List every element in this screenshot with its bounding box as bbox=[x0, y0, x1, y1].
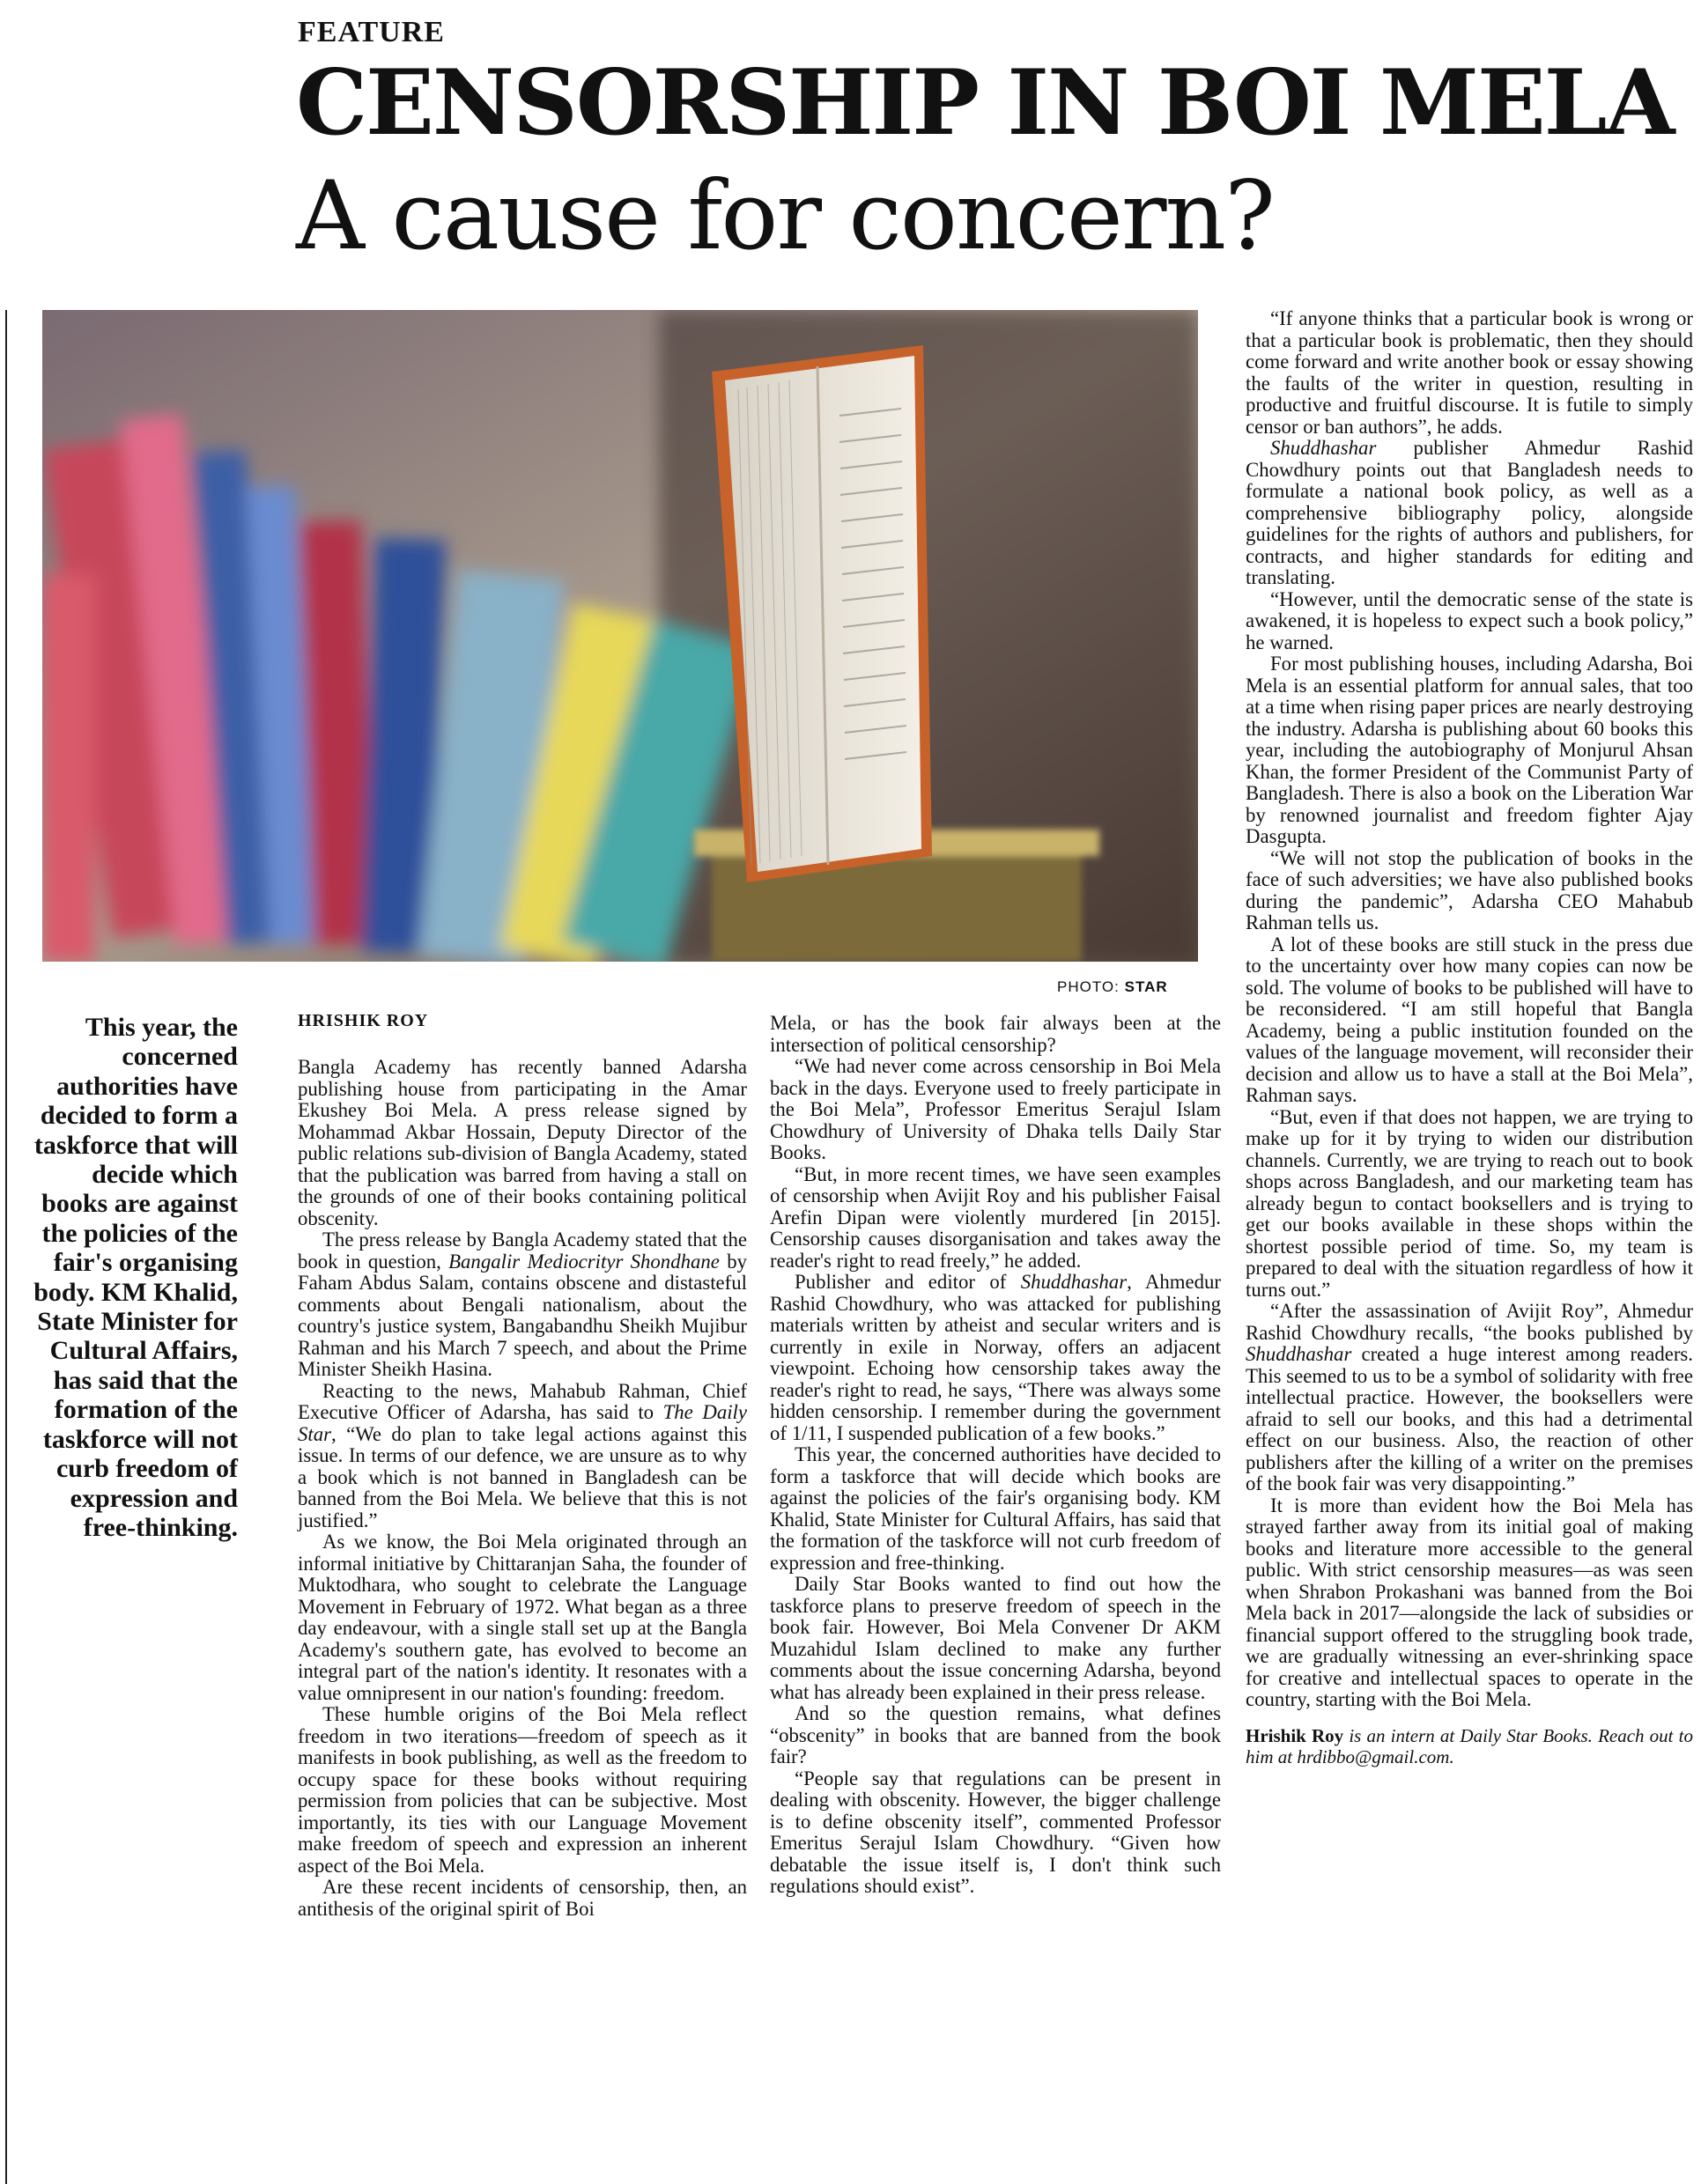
paragraph: “But, in more recent times, we have seen examples of censorship when Avijit Roy and his publisher Faisal Arefin Dipan were violently murdered [in 2015]. Censorship causes disorganisation and takes away the reader's right to read freely,” he added. bbox=[770, 1162, 1221, 1272]
byline: HRISHIK ROY bbox=[298, 1011, 429, 1030]
pull-quote: This year, the concerned authorities have decided to form a taskforce that will decide which books are against the policies of the fair's organising body. KM Khalid, State Minister for Cultural Affairs, has said that the formation of the taskforce will not curb freedom of expression and free-thinking. bbox=[33, 1013, 238, 1542]
paragraph: Reacting to the news, Mahabub Rahman, Chief Executive Officer of Adarsha, has said to The Daily Star, “We do plan to take legal actions against this issue. In terms of our defence, we are unsure as to why a book which is not banned in Bangladesh can be banned from the Boi Mela. We believe that this is not justified.” bbox=[298, 1379, 747, 1531]
article-column-2 bbox=[770, 1013, 1221, 1898]
author-note: Hrishik Roy is an intern at Daily Star Books. Reach out to him at hrdibbo@gmail.com. bbox=[1246, 1724, 1693, 1767]
paragraph: This year, the concerned authorities have decided to form a taskforce that will decide which books are against the policies of the fair's organising body. KM Khalid, State Minister for Cultural Affairs, has said that the formation of the taskforce will not curb freedom of expression and free-thinking. bbox=[770, 1443, 1221, 1574]
photo-credit: PHOTO: STAR bbox=[1057, 978, 1168, 995]
paragraph: “However, until the democratic sense of the state is awakened, it is hopeless to expect such a book policy,” he warned. bbox=[1246, 587, 1693, 653]
paragraph: These humble origins of the Boi Mela reflect freedom in two iterations—freedom of speech as it manifests in book publishing, as well as the freedom to occupy space for these books without requiring permission from policies that can be subjective. Most importantly, its ties with our Language Movement make freedom of speech and expression an inherent aspect of the Boi Mela. bbox=[298, 1703, 747, 1877]
left-vertical-rule bbox=[5, 310, 7, 2184]
article-column-3 bbox=[1246, 308, 1693, 1767]
paragraph: “We will not stop the publication of books in the face of such adversities; we have also published books during the pandemic”, Adarsha CEO Mahabub Rahman tells us. bbox=[1246, 846, 1693, 933]
section-label: FEATURE bbox=[298, 16, 445, 48]
article-column-1 bbox=[298, 1057, 747, 1920]
paragraph: Mela, or has the book fair always been at the intersection of political censorship? bbox=[770, 1012, 1221, 1056]
paragraph: As we know, the Boi Mela originated through an informal initiative by Chittaranjan Saha, the founder of Muktodhara, who sought to celebrate the Language Movement in February of 1972. What began as a three day endeavour, with a single stall set up at the Bangla Academy's southern gate, has evolved to become an integral part of the nation's identity. It resonates with a value omnipresent in our nation's founding: freedom. bbox=[298, 1531, 747, 1704]
paragraph: Publisher and editor of Shuddhashar, Ahmedur Rashid Chowdhury, who was attacked for publishing materials written by atheist and secular writers and is currently in exile in Norway, offers an adjacent viewpoint. Echoing how censorship takes away the reader's right to read, he says, “There was always some hidden censorship. I remember during the government of 1/11, I suspended publication of a few books.” bbox=[770, 1271, 1222, 1444]
feature-photo bbox=[42, 310, 1198, 962]
paragraph: “But, even if that does not happen, we are trying to make up for it by trying to widen our distribution channels. Currently, we are trying to reach out to book shops across Bangladesh, and our marketing team has already begun to contact booksellers and is trying to get our books available in these shops within the shortest possible period of time. So, my team is prepared to deal with the situation regardless of how it turns out.” bbox=[1246, 1105, 1693, 1301]
books-photo-illustration bbox=[42, 310, 1198, 962]
paragraph: It is more than evident how the Boi Mela has strayed farther away from its initial goal of making books and literature more accessible to the general public. With strict censorship measures—as was seen when Shrabon Prokashani was banned from the Boi Mela back in 2017—alongside the lack of subsidies or financial support offered to the struggling book trade, we are gradually witnessing an ever-shrinking space for creative and intellectual spaces to operate in the country, starting with the Boi Mela. bbox=[1246, 1494, 1693, 1710]
paragraph: “After the assassination of Avijit Roy”, Ahmedur Rashid Chowdhury recalls, “the books published by Shuddhashar created a huge interest among readers. This seemed to us to be a symbol of solidarity with free intellectual practice. However, the booksellers were afraid to sell our books, and this had a detrimental effect on our business. Also, the reaction of other publishers after the killing of a writer on the premises of the book fair was very disappointing.” bbox=[1246, 1300, 1693, 1494]
paragraph: Daily Star Books wanted to find out how the taskforce plans to preserve freedom of speech in the book fair. However, Boi Mela Convener Dr AKM Muzahidul Islam declined to make any further comments about the issue concerning Adarsha, beyond what has already been explained in their press release. bbox=[770, 1573, 1221, 1703]
paragraph: “People say that regulations can be present in dealing with obscenity. However, the bigger challenge is to define obscenity itself”, commented Professor Emeritus Serajul Islam Chowdhury. “Given how debatable the issue itself is, I don't think such regulations should exist”. bbox=[770, 1767, 1221, 1897]
paragraph: “If anyone thinks that a particular book is wrong or that a particular book is problematic, then they should come forward and write another book or essay showing the faults of the writer in question, resulting in productive and fruitful discourse. It is futile to simply censor or ban authors”, he adds. bbox=[1246, 307, 1693, 438]
paragraph: Shuddhashar publisher Ahmedur Rashid Chowdhury points out that Bangladesh needs to formulate a national book policy, as well as a comprehensive bibliography policy, alongside guidelines for the rights of authors and publishers, for contracts, and higher standards for editing and translating. bbox=[1246, 437, 1693, 588]
subheadline: A cause for concern? bbox=[296, 161, 1274, 271]
paragraph: A lot of these books are still stuck in the press due to the uncertainty over how many copies can now be sold. The volume of books to be published will have to be reconsidered. “I am still hopeful that Bangla Academy, being a public institution founded on the values of the language movement, will reconsider their decision and allow us to have a stall at the Boi Mela”, Rahman says. bbox=[1246, 933, 1693, 1106]
paragraph: Are these recent incidents of censorship, then, an antithesis of the original spirit of Boi bbox=[298, 1876, 747, 1920]
headline: CENSORSHIP IN BOI MELA bbox=[296, 50, 1674, 156]
paragraph: “We had never come across censorship in Boi Mela back in the days. Everyone used to freely participate in the Boi Mela”, Professor Emeritus Serajul Islam Chowdhury of University of Dhaka tells Daily Star Books. bbox=[770, 1055, 1221, 1163]
paragraph: And so the question remains, what defines “obscenity” in books that are banned from the book fair? bbox=[770, 1702, 1221, 1767]
paragraph: Bangla Academy has recently banned Adarsha publishing house from participating in the Amar Ekushey Boi Mela. A press release signed by Mohammad Akbar Hossain, Deputy Director of the public relations sub-division of Bangla Academy, stated that the publication was barred from having a stall on the grounds of one of their books containing political obscenity. bbox=[298, 1056, 747, 1229]
paragraph: For most publishing houses, including Adarsha, Boi Mela is an essential platform for annual sales, that too at a time when rising paper prices are nearly destroying the industry. Adarsha is publishing about 60 books this year, including the autobiography of Monjurul Ahsan Khan, the former President of the Communist Party of Bangladesh. There is also a book on the Liberation War by renowned journalist and freedom fighter Ajay Dasgupta. bbox=[1246, 653, 1693, 847]
paragraph: The press release by Bangla Academy stated that the book in question, Bangalir Mediocrityr Shondhane by Faham Abdus Salam, contains obscene and distasteful comments about Bengali nationalism, about the country's justice system, Bangabandhu Sheikh Mujibur Rahman and his March 7 speech, and about the Prime Minister Sheikh Hasina. bbox=[298, 1228, 747, 1380]
